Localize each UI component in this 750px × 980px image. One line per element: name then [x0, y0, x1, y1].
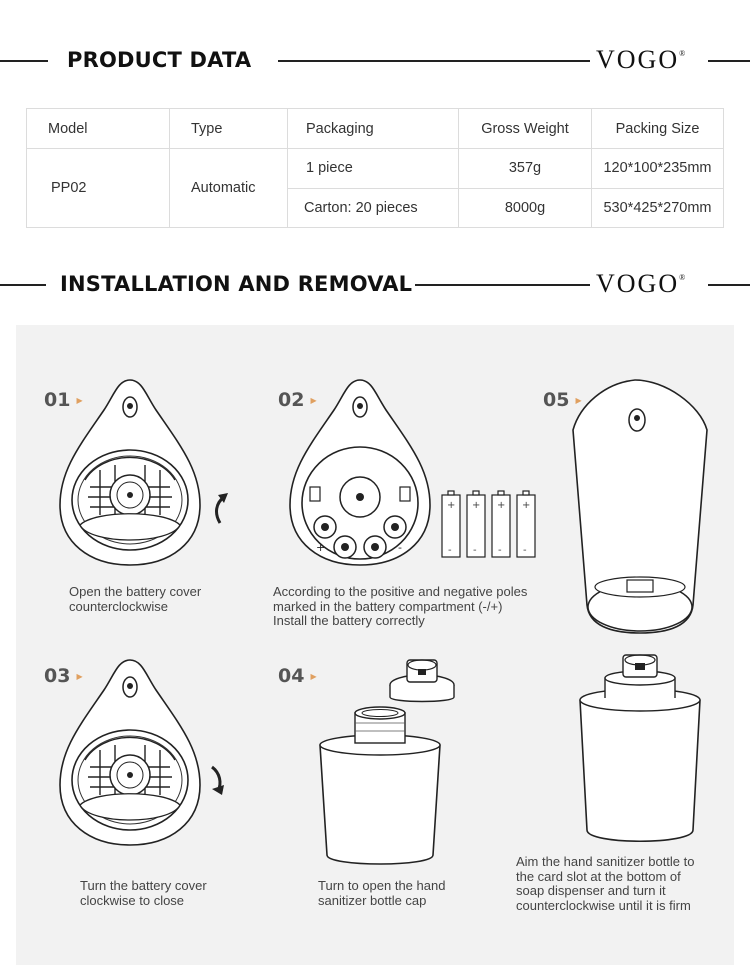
- header-model: Model: [27, 109, 170, 149]
- table-row: [27, 149, 724, 188]
- minus-label: -: [498, 545, 502, 556]
- header-type: Type: [170, 109, 288, 149]
- step-number-04: 04 ▶: [278, 665, 317, 687]
- bottle-insertion-illustration: [575, 650, 705, 850]
- minus-label: -: [523, 545, 527, 556]
- product-data-header: [0, 42, 750, 82]
- minus-label: -: [473, 545, 477, 556]
- play-arrow-icon: ▶: [310, 396, 317, 405]
- header-rule-left: [0, 284, 46, 286]
- play-arrow-icon: ▶: [76, 396, 83, 405]
- plus-label: +: [522, 500, 531, 511]
- plus-label: +: [316, 541, 326, 554]
- step-04-caption: Turn to open the hand sanitizer bottle cap: [318, 878, 446, 908]
- plus-label: +: [447, 500, 456, 511]
- plus-label: +: [472, 500, 481, 511]
- cell-packaging: 1 piece: [288, 149, 459, 188]
- step-number-01: 01 ▶: [44, 389, 83, 411]
- step-02-caption: According to the positive and negative poles marked in the battery compartment (-/+) Install the battery correctly: [273, 584, 528, 628]
- step-number-02: 02 ▶: [278, 389, 317, 411]
- header-gross-weight: Gross Weight: [459, 109, 592, 149]
- assembled-dispenser-illustration: [565, 375, 715, 640]
- play-arrow-icon: ▶: [575, 396, 582, 405]
- cell-size: 530*425*270mm: [592, 188, 724, 227]
- play-arrow-icon: ▶: [76, 672, 83, 681]
- cell-type: Automatic: [170, 149, 288, 228]
- brand-logo: VOGO®: [596, 45, 686, 74]
- installation-header: [0, 266, 750, 306]
- step-06-caption: Aim the hand sanitizer bottle to the card slot at the bottom of soap dispenser and turn it counterclockwise until it is firm: [516, 854, 695, 913]
- header-rule-middle: [415, 284, 590, 286]
- brand-logo: VOGO®: [596, 269, 686, 298]
- cell-weight: 8000g: [459, 188, 592, 227]
- table-header-row: [27, 109, 724, 149]
- cell-packaging: Carton: 20 pieces: [288, 188, 459, 227]
- header-packing-size: Packing Size: [592, 109, 724, 149]
- battery-compartment-illustration: [280, 375, 550, 575]
- minus-label: -: [398, 541, 402, 554]
- step-03-caption: Turn the battery cover clockwise to close: [80, 878, 207, 908]
- dispenser-back-close-illustration: [60, 655, 240, 850]
- cell-weight: 357g: [459, 149, 592, 188]
- product-data-table: [26, 108, 724, 228]
- header-rule-right: [708, 60, 750, 62]
- cell-size: 120*100*235mm: [592, 149, 724, 188]
- step-01-caption: Open the battery cover counterclockwise: [69, 584, 202, 614]
- cell-model: PP02: [27, 149, 170, 228]
- bottle-and-cap-illustration: [315, 655, 475, 870]
- plus-label: +: [497, 500, 506, 511]
- product-data-title: PRODUCT DATA: [67, 48, 252, 72]
- header-rule-middle: [278, 60, 590, 62]
- step-number-05: 05 ▶: [543, 389, 582, 411]
- dispenser-back-open-illustration: [60, 375, 240, 570]
- minus-label: -: [448, 545, 452, 556]
- header-rule-right: [708, 284, 750, 286]
- play-arrow-icon: ▶: [310, 672, 317, 681]
- step-number-03: 03 ▶: [44, 665, 83, 687]
- installation-title: INSTALLATION AND REMOVAL: [60, 272, 413, 296]
- header-packaging: Packaging: [288, 109, 459, 149]
- header-rule-left: [0, 60, 48, 62]
